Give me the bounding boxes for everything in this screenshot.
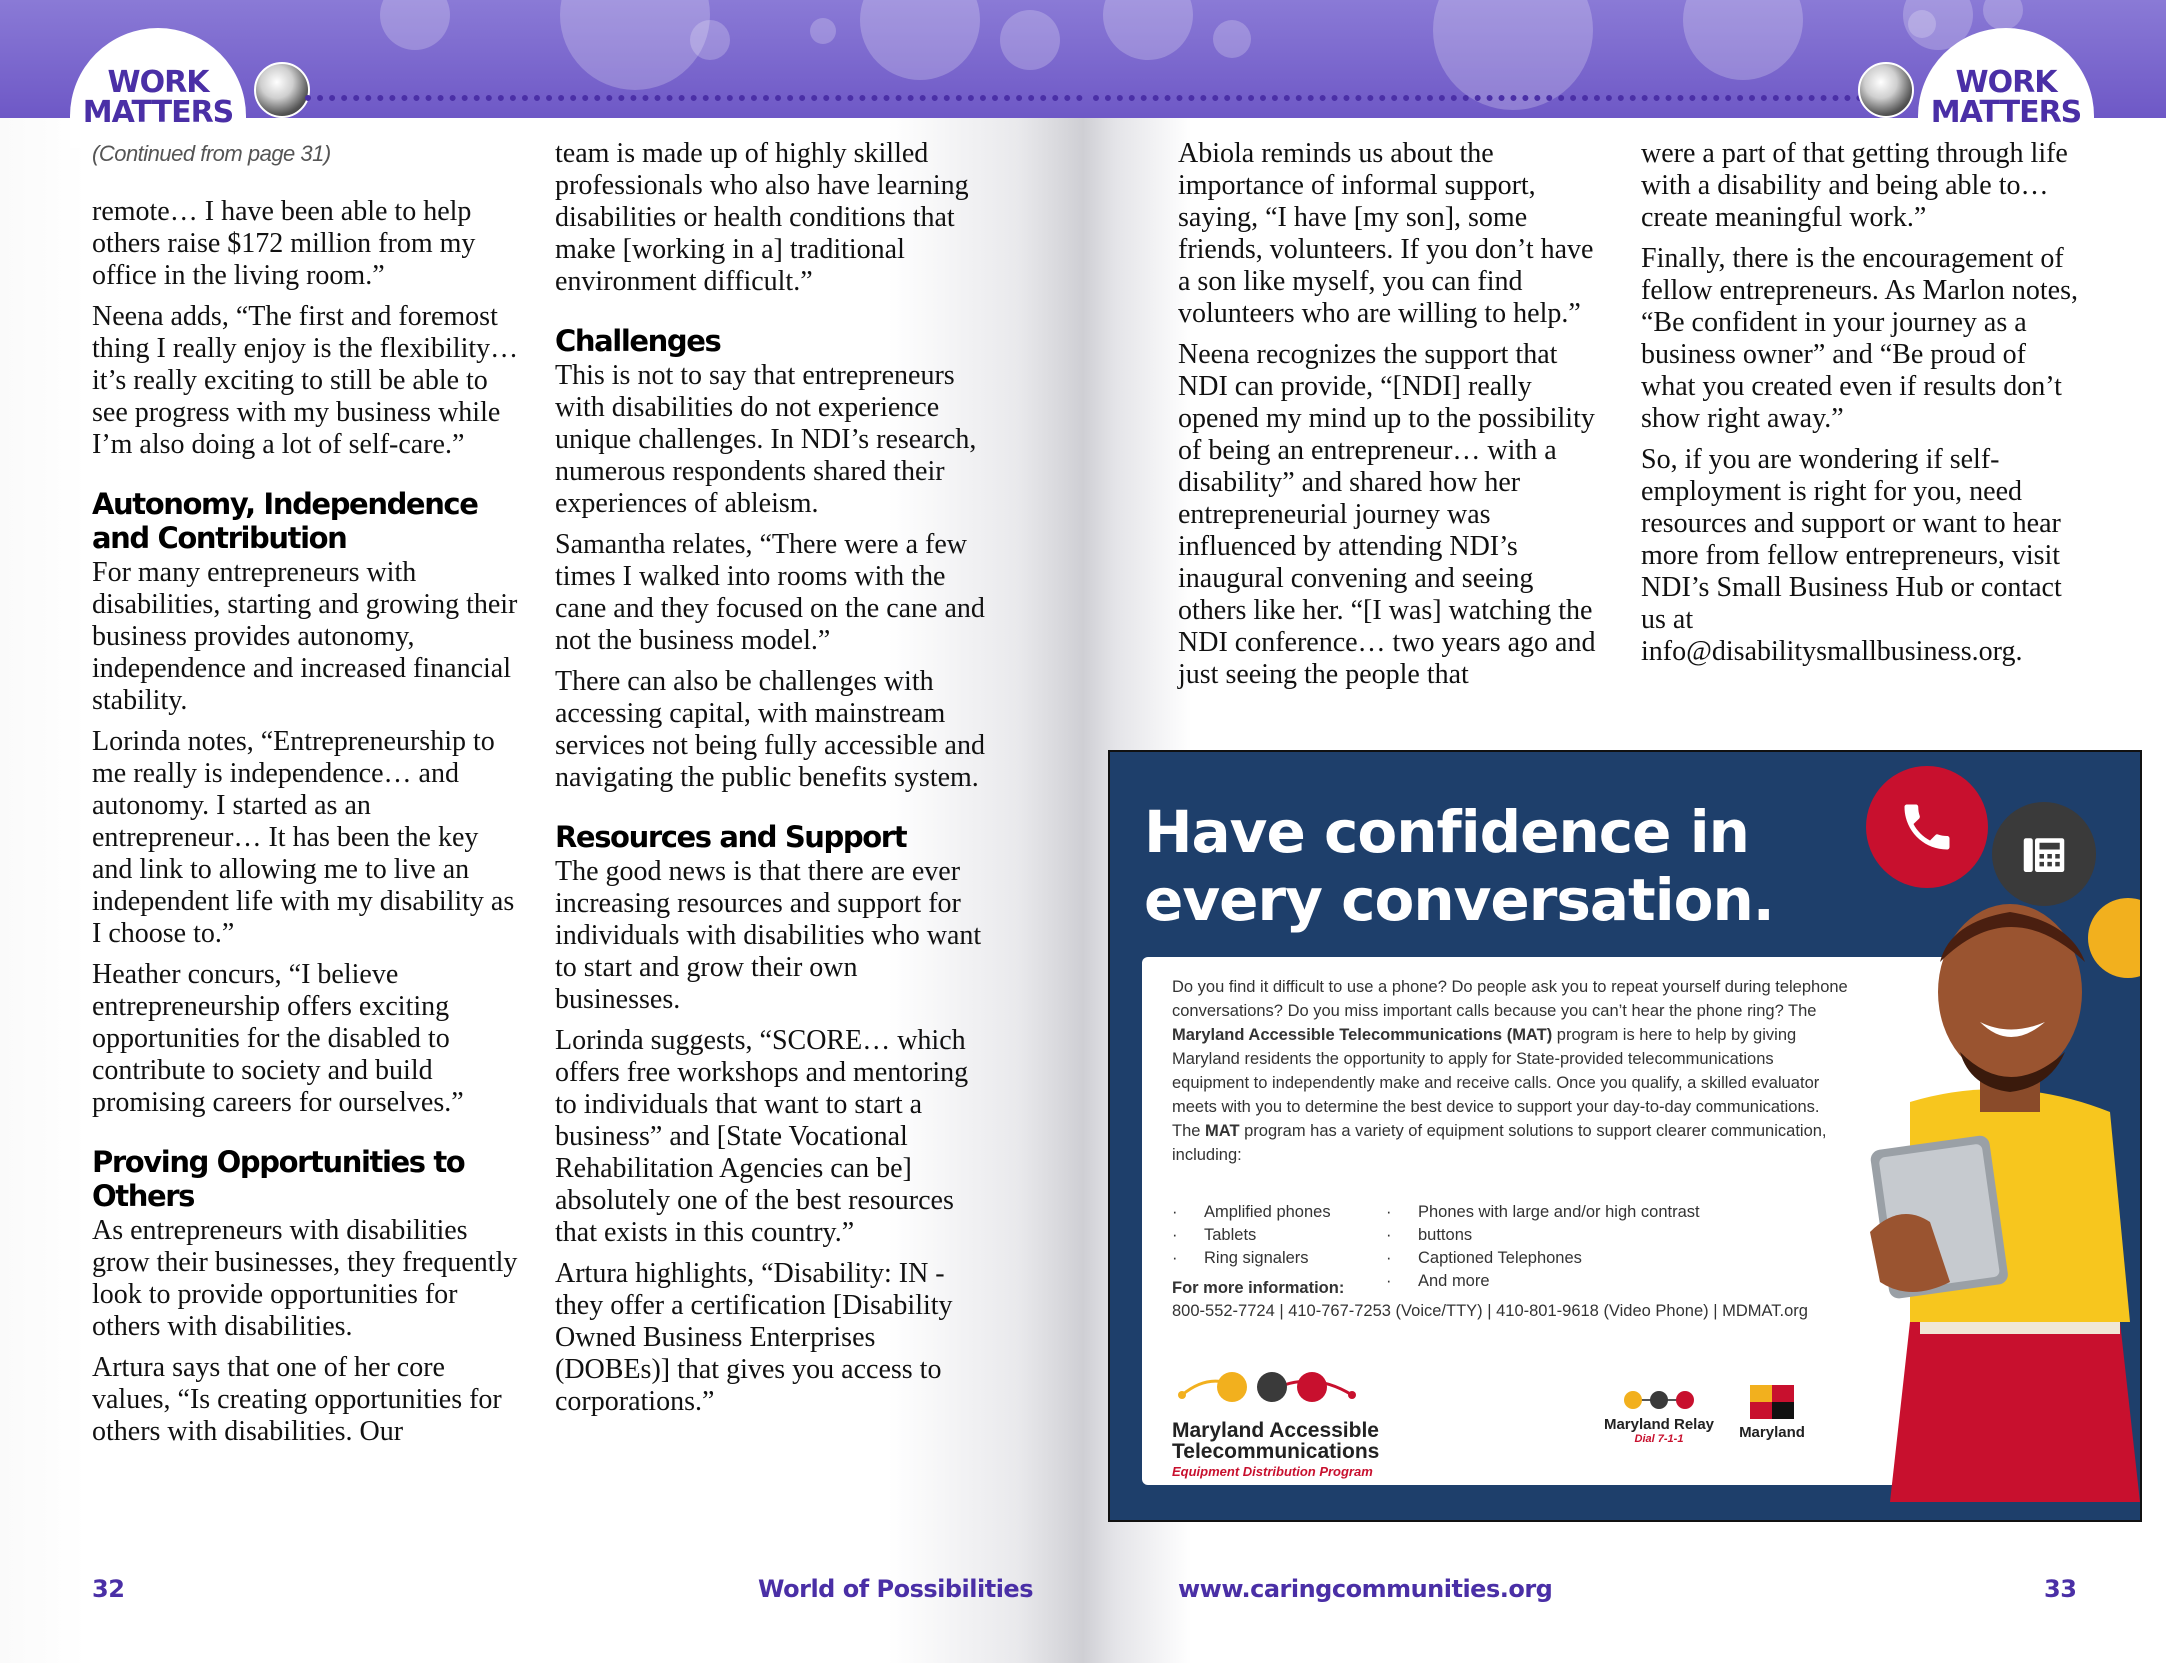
maryland-relay-logo: Maryland Relay Dial 7-1-1 — [1594, 1389, 1724, 1445]
paragraph: Lorinda notes, “Entrepreneurship to me really is independence… and autonomy. I started as an entrepreneur… It has been the key and link to allowing me to live an independent life with my disability as I choose to.” — [92, 726, 515, 949]
website-url: www.caringcommunities.org — [1178, 1575, 1553, 1603]
paragraph: remote… I have been able to help others raise $172 million from my office in the living room.” — [92, 196, 476, 291]
paragraph: were a part of that getting through life with a disability and being able to…create meaningful work.” — [1641, 138, 2068, 233]
paragraph: Neena recognizes the support that NDI can provide, “[NDI] really opened my mind up to the possibility of being an entrepreneur… with a disability” and shared how her entrepreneurial journey was influenced by attending NDI’s inaugural convening and seeing others like her. “[I was] watching the NDI conference… two years ago and just seeing the people that — [1178, 339, 1596, 690]
left-column-1 — [92, 138, 522, 1457]
maryland-flag-icon — [1750, 1385, 1794, 1419]
paragraph: Artura says that one of her core values, “Is creating opportunities for others with disabilities. Our — [92, 1352, 502, 1447]
paragraph: This is not to say that entrepreneurs with disabilities do not experience unique challenges. In NDI’s research, numerous respondents shared their experiences of ableism. — [555, 360, 977, 519]
dotted-rule — [1093, 95, 1863, 101]
paragraph: Abiola reminds us about the importance of informal support, saying, “I have [my son], some friends, volunteers. If you don’t have a son like myself, you can find volunteers who are willing to help.” — [1178, 138, 1594, 329]
ad-info-box — [1142, 957, 1987, 1485]
mat-logo-icons — [1172, 1365, 1402, 1415]
globe-icon — [254, 62, 310, 118]
right-column-2 — [1641, 138, 2081, 677]
phone-icon — [1866, 766, 1988, 888]
right-column-1 — [1178, 138, 1608, 700]
section-tab-label: WORK MATTERS — [1930, 65, 2082, 130]
paragraph: Neena adds, “The first and foremost thing I really enjoy is the flexibility… it’s really exciting to still be able to see progress with my business while I’m also doing a lot of self-care.” — [92, 301, 519, 460]
section-heading: Resources and Support — [555, 820, 907, 854]
paragraph: Samantha relates, “There were a few times I walked into rooms with the cane and they focused on the cane and not the business model.” — [555, 529, 985, 656]
continued-note: (Continued from page 31) — [92, 141, 331, 166]
paragraph: As entrepreneurs with disabilities grow their businesses, they frequently look to provide opportunities for others with disabilities. — [92, 1215, 518, 1342]
paragraph: There can also be challenges with accessing capital, with mainstream services not being fully accessible and navigating the public benefits system. — [555, 666, 985, 793]
section-heading: Autonomy, Independence and Contribution — [92, 487, 478, 555]
globe-icon — [1858, 62, 1914, 118]
equipment-list-right: · Phones with large and/or high contrast · buttons · Captioned Telephones · And more — [1418, 1201, 1700, 1293]
maryland-state-logo: Maryland — [1732, 1385, 1812, 1441]
publication-title: World of Possibilities — [758, 1575, 1033, 1603]
paragraph: So, if you are wondering if self-employment is right for you, need resources and support or want to hear more from fellow entrepreneurs, visit NDI’s Small Business Hub or contact us at info@disabilitysmallbusiness.org. — [1641, 444, 2062, 667]
dotted-rule — [305, 95, 1083, 101]
telephone-keypad-icon — [1992, 802, 2096, 906]
page-number-right: 33 — [2044, 1575, 2077, 1603]
more-info: For more information: 800-552-7724 | 410-767-7253 (Voice/TTY) | 410-801-9618 (Video Phone) | MDMAT.org — [1172, 1279, 1808, 1320]
mat-logo: Maryland Accessible Telecommunications Equipment Distribution Program — [1172, 1365, 1432, 1479]
paragraph: Heather concurs, “I believe entrepreneurship offers exciting opportunities for the disabled to contribute to society and build promising careers for ourselves.” — [92, 959, 464, 1118]
section-heading: Proving Opportunities to Others — [92, 1145, 465, 1213]
ad-headline: Have confidence in every conversation. — [1144, 798, 1774, 934]
paragraph: The good news is that there are ever increasing resources and support for individuals with disabilities who want to start and grow their own businesses. — [555, 856, 982, 1015]
paragraph: Lorinda suggests, “SCORE… which offers free workshops and mentoring to individuals that want to start a business” and [State Vocational Rehabilitation Agencies can be] absolutely one of the best resources that exists in this country.” — [555, 1025, 969, 1248]
relay-icons — [1619, 1389, 1699, 1411]
ad-body-text: Do you find it difficult to use a phone? Do people ask you to repeat yourself during telephone conversations? Do you miss important calls because you can’t hear the phone ring? The Maryland Accessible Telecommunications (MAT) program is here to help by giving Maryland residents the opportunity to apply for State-provided telecommunications equipment to independently make and receive calls. Once you qualify, a skilled evaluator meets with you to determine the best device to support your day-to-day communications. The MAT program has a variety of equipment solutions to support clearer communication, including: — [1172, 978, 1848, 1164]
left-column-2 — [555, 138, 985, 1427]
page-number-left: 32 — [92, 1575, 125, 1603]
paragraph: For many entrepreneurs with disabilities, starting and growing their business provides autonomy, independence and increased financial stability. — [92, 557, 518, 716]
equipment-list-left: · Amplified phones · Tablets · Ring signalers — [1204, 1201, 1331, 1270]
paragraph: team is made up of highly skilled professionals who also have learning disabilities or health conditions that make [working in a] traditional environment difficult.” — [555, 138, 969, 297]
paragraph: Finally, there is the encouragement of fellow entrepreneurs. As Marlon notes, “Be confident in your journey as a business owner” and “Be proud of what you created even if results don’t show right away.” — [1641, 243, 2078, 434]
paragraph: Artura highlights, “Disability: IN - they offer a certification [Disability Owned Business Enterprises (DOBEs)] that gives you access to corporations.” — [555, 1258, 953, 1417]
person-with-tablet-illustration — [1870, 902, 2140, 1520]
mat-advertisement — [1108, 750, 2142, 1522]
section-heading: Challenges — [555, 324, 721, 358]
section-tab-label: WORK MATTERS — [82, 65, 234, 130]
